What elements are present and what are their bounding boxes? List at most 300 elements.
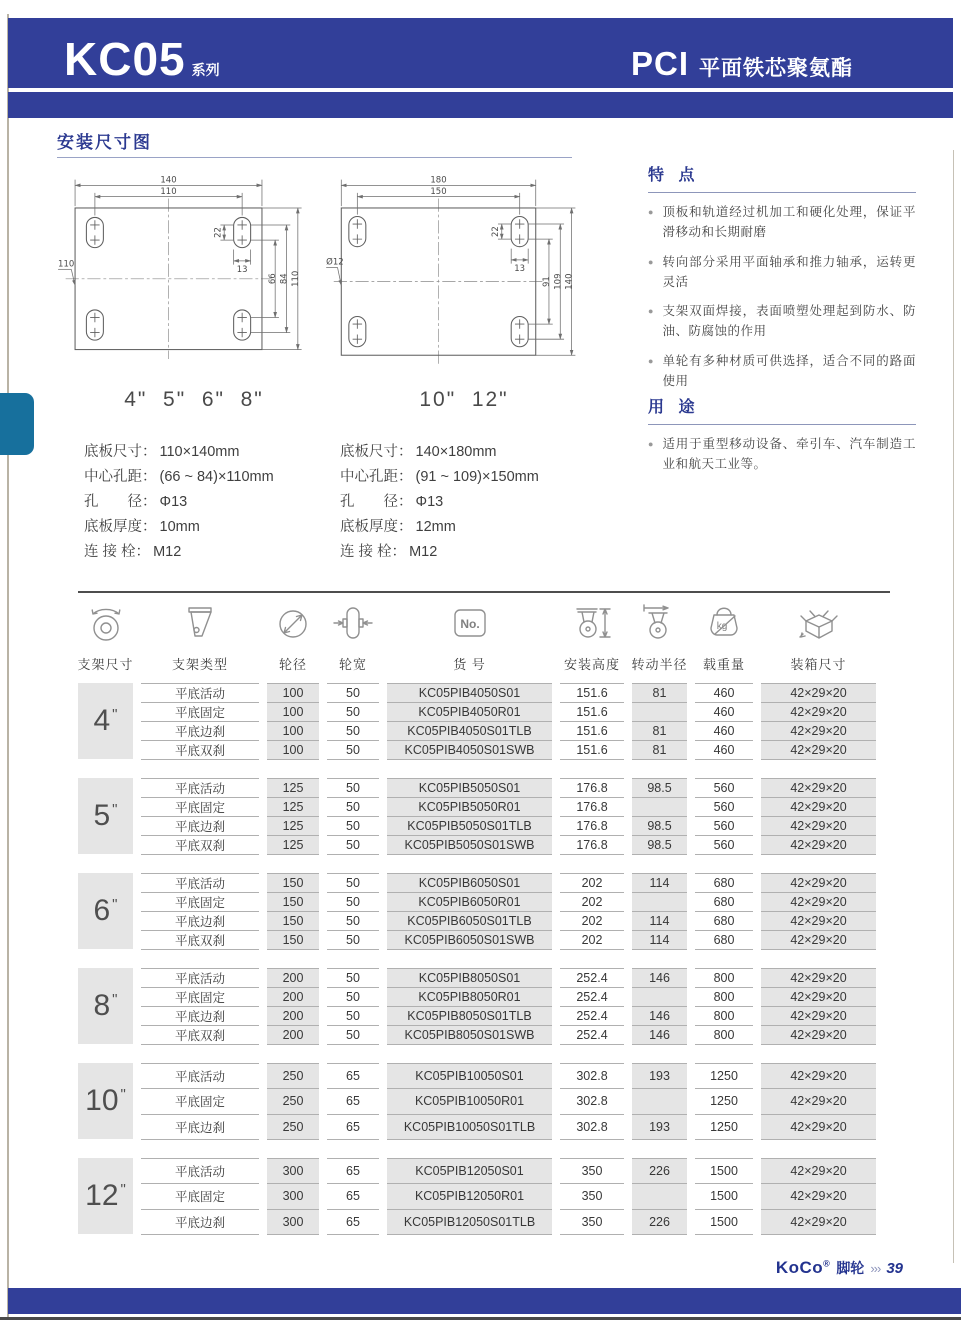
cell-width: 50 <box>327 930 379 949</box>
cell-load: 680 <box>695 930 753 949</box>
cell-carton: 42×29×20 <box>761 1209 876 1234</box>
cell-width: 50 <box>327 873 379 892</box>
cell-type: 平底边刹 <box>141 816 259 835</box>
spec-row: 底板厚度： 10mm <box>84 519 200 535</box>
column-packing-size <box>761 1063 876 1140</box>
cell-height: 350 <box>560 1183 624 1208</box>
spec-row: 连 接 栓： M12 <box>84 544 182 560</box>
column-turning-radius <box>632 1158 687 1235</box>
inch-mark: " <box>120 1085 126 1103</box>
cell-height: 350 <box>560 1209 624 1234</box>
cell-part: KC05PIB12050S01TLB <box>387 1209 552 1234</box>
features-block <box>648 162 916 391</box>
cell-dia: 125 <box>267 797 319 816</box>
section-title: 安装尺寸图 <box>57 133 152 152</box>
column-header-packing-size: 装箱尺寸 <box>761 601 876 673</box>
cell-height: 176.8 <box>560 835 624 854</box>
cell-part: KC05PIB5050R01 <box>387 797 552 816</box>
cell-load: 1500 <box>695 1209 753 1234</box>
cell-part: KC05PIB6050S01SWB <box>387 930 552 949</box>
dim-side-mid: 84 <box>279 273 290 285</box>
cell-load: 1250 <box>695 1088 753 1113</box>
spec-row: 中心孔距： (66 ~ 84)×110mm <box>84 469 274 485</box>
cell-type: 平底固定 <box>141 702 259 721</box>
column-wheel-width <box>327 778 379 855</box>
cell-radius: 146 <box>632 1006 687 1025</box>
cell-carton: 42×29×20 <box>761 1088 876 1113</box>
cell-carton: 42×29×20 <box>761 911 876 930</box>
cell-load: 560 <box>695 835 753 854</box>
cell-radius: 146 <box>632 1025 687 1044</box>
inch-mark: " <box>112 990 118 1008</box>
page-number: 39 <box>886 1260 903 1277</box>
cell-part: KC05PIB6050R01 <box>387 892 552 911</box>
bracket-size-cell <box>78 1158 133 1234</box>
features-underline <box>648 192 916 193</box>
column-mounting-height <box>560 968 624 1045</box>
cell-part: KC05PIB12050S01 <box>387 1158 552 1183</box>
cell-dia: 150 <box>267 892 319 911</box>
column-load-capacity <box>695 683 753 760</box>
column-wheel-width <box>327 683 379 760</box>
column-header-bracket-size: 支架尺寸 <box>78 601 133 673</box>
cell-radius: 114 <box>632 873 687 892</box>
dim-slot-length: 22 <box>490 226 501 237</box>
cell-type: 平底固定 <box>141 1183 259 1208</box>
cell-carton: 42×29×20 <box>761 797 876 816</box>
cell-type: 平底活动 <box>141 873 259 892</box>
cell-dia: 250 <box>267 1114 319 1139</box>
section-underline <box>57 157 572 158</box>
wheel-width-icon <box>330 601 376 647</box>
cell-dia: 250 <box>267 1063 319 1088</box>
cell-radius: 226 <box>632 1158 687 1183</box>
cell-width: 50 <box>327 797 379 816</box>
column-packing-size <box>761 778 876 855</box>
column-mounting-height <box>560 683 624 760</box>
footer-bar <box>8 1288 961 1314</box>
cell-width: 50 <box>327 702 379 721</box>
cell-height: 252.4 <box>560 1025 624 1044</box>
cell-part: KC05PIB4050S01TLB <box>387 721 552 740</box>
cell-part: KC05PIB8050R01 <box>387 987 552 1006</box>
cell-dia: 200 <box>267 968 319 987</box>
cell-width: 65 <box>327 1063 379 1088</box>
spec-row: 孔 径： Φ13 <box>340 494 444 510</box>
dim-slot-width: 13 <box>514 264 526 275</box>
dim-slot-width: 13 <box>236 265 248 276</box>
cell-height: 202 <box>560 911 624 930</box>
table-groups <box>78 683 890 1235</box>
cell-part: KC05PIB4050S01SWB <box>387 740 552 759</box>
spec-row: 孔 径： Φ13 <box>84 494 188 510</box>
page-edge-left <box>7 14 9 1319</box>
feature-item: ● 转向部分采用平面轴承和推力轴承，运转更灵活 <box>648 252 916 293</box>
column-wheel-diameter <box>267 873 319 950</box>
cell-load: 800 <box>695 1006 753 1025</box>
cell-height: 151.6 <box>560 740 624 759</box>
cell-width: 65 <box>327 1209 379 1234</box>
cell-radius <box>632 987 687 1006</box>
cell-load: 460 <box>695 702 753 721</box>
cell-width: 50 <box>327 968 379 987</box>
cell-radius: 114 <box>632 930 687 949</box>
cell-radius <box>632 702 687 721</box>
cell-carton: 42×29×20 <box>761 1158 876 1183</box>
cell-type: 平底边刹 <box>141 721 259 740</box>
cell-part: KC05PIB5050S01TLB <box>387 816 552 835</box>
table-group <box>78 683 890 760</box>
bullet-icon: ● <box>648 256 654 267</box>
dim-top-outer: 140 <box>160 175 177 186</box>
cell-carton: 42×29×20 <box>761 721 876 740</box>
page-bottom-edge <box>0 1317 961 1320</box>
cell-radius <box>632 1088 687 1113</box>
drawing-caption-small: 4" 5" 6" 8" <box>124 388 264 411</box>
cell-load: 800 <box>695 1025 753 1044</box>
cell-part: KC05PIB5050S01SWB <box>387 835 552 854</box>
registered-mark: ® <box>823 1258 831 1269</box>
cell-dia: 200 <box>267 1025 319 1044</box>
column-part-number <box>387 683 552 760</box>
table-header <box>78 593 890 673</box>
cell-dia: 100 <box>267 740 319 759</box>
cell-load: 680 <box>695 911 753 930</box>
packing-size-icon <box>796 601 842 647</box>
cell-radius: 81 <box>632 683 687 702</box>
column-header-wheel-width: 轮宽 <box>327 601 379 673</box>
cell-width: 65 <box>327 1114 379 1139</box>
cell-height: 151.6 <box>560 683 624 702</box>
inch-mark: " <box>112 800 118 818</box>
dim-side-inner: 66 <box>268 273 279 285</box>
column-load-capacity <box>695 873 753 950</box>
bracket-size-cell <box>78 1063 133 1139</box>
uses-title: 用 途 <box>648 399 700 416</box>
cell-type: 平底双刹 <box>141 835 259 854</box>
column-header-mounting-height: 安装高度 <box>560 601 624 673</box>
cell-height: 350 <box>560 1158 624 1183</box>
cell-carton: 42×29×20 <box>761 816 876 835</box>
dim-leader: Ø12 <box>326 257 344 268</box>
cell-radius <box>632 892 687 911</box>
cell-carton: 42×29×20 <box>761 930 876 949</box>
footer-arrows-icon: ››› <box>870 1261 881 1276</box>
cell-dia: 100 <box>267 683 319 702</box>
series-suffix: 系列 <box>191 62 220 78</box>
column-header-load-capacity: kg 载重量 <box>695 601 753 673</box>
page-edge-right <box>953 150 954 1263</box>
table-group <box>78 1063 890 1140</box>
column-header-wheel-diameter: 轮径 <box>267 601 319 673</box>
cell-width: 50 <box>327 911 379 930</box>
cell-load: 560 <box>695 797 753 816</box>
installation-drawing-large-sizes <box>326 174 602 376</box>
cell-radius: 114 <box>632 911 687 930</box>
feature-item: ● 支架双面焊接，表面喷塑处理起到防水、防油、防腐蚀的作用 <box>648 301 916 342</box>
dim-slot-length: 22 <box>213 227 224 238</box>
cell-carton: 42×29×20 <box>761 987 876 1006</box>
bullet-icon: ● <box>648 306 654 316</box>
cell-radius: 226 <box>632 1209 687 1234</box>
cell-part: KC05PIB5050S01 <box>387 778 552 797</box>
cell-load: 560 <box>695 778 753 797</box>
cell-width: 50 <box>327 740 379 759</box>
cell-width: 65 <box>327 1158 379 1183</box>
cell-dia: 300 <box>267 1158 319 1183</box>
cell-carton: 42×29×20 <box>761 683 876 702</box>
cell-part: KC05PIB4050R01 <box>387 702 552 721</box>
bracket-size-cell <box>78 873 133 949</box>
table-group <box>78 778 890 855</box>
cell-dia: 150 <box>267 930 319 949</box>
bracket-size-value: 6 <box>93 894 111 927</box>
column-load-capacity <box>695 1063 753 1140</box>
turning-radius-icon <box>637 601 683 647</box>
cell-height: 176.8 <box>560 778 624 797</box>
cell-width: 50 <box>327 1025 379 1044</box>
cell-load: 560 <box>695 816 753 835</box>
cell-type: 平底固定 <box>141 1088 259 1113</box>
cell-height: 202 <box>560 892 624 911</box>
cell-height: 176.8 <box>560 797 624 816</box>
cell-dia: 150 <box>267 911 319 930</box>
cell-width: 50 <box>327 721 379 740</box>
cell-radius: 98.5 <box>632 835 687 854</box>
cell-load: 1500 <box>695 1158 753 1183</box>
dim-side-outer: 110 <box>290 270 301 287</box>
cell-carton: 42×29×20 <box>761 1183 876 1208</box>
cell-width: 50 <box>327 987 379 1006</box>
spec-row: 底板尺寸： 140×180mm <box>340 444 497 460</box>
column-turning-radius <box>632 778 687 855</box>
cell-type: 平底双刹 <box>141 740 259 759</box>
cell-width: 50 <box>327 892 379 911</box>
series-title <box>64 33 220 85</box>
cell-dia: 200 <box>267 1006 319 1025</box>
column-mounting-height <box>560 1158 624 1235</box>
column-bracket-type <box>141 873 259 950</box>
cell-load: 1250 <box>695 1063 753 1088</box>
drawing-caption-large: 10" 12" <box>419 388 509 411</box>
table-group <box>78 1158 890 1235</box>
cell-load: 460 <box>695 740 753 759</box>
cell-type: 平底活动 <box>141 1063 259 1088</box>
column-turning-radius <box>632 683 687 760</box>
column-wheel-diameter <box>267 1063 319 1140</box>
header-band <box>8 92 953 118</box>
product-code: PCI <box>630 45 689 82</box>
cell-radius: 193 <box>632 1114 687 1139</box>
load-capacity-icon <box>701 601 747 647</box>
cell-carton: 42×29×20 <box>761 1063 876 1088</box>
dim-side-mid: 109 <box>553 273 564 290</box>
cell-carton: 42×29×20 <box>761 702 876 721</box>
svg-text:No.: No. <box>459 617 480 631</box>
dim-side-inner: 91 <box>541 276 552 288</box>
cell-load: 680 <box>695 892 753 911</box>
svg-text:kg: kg <box>716 621 728 632</box>
column-part-number <box>387 778 552 855</box>
cell-part: KC05PIB6050S01TLB <box>387 911 552 930</box>
product-name: 平面铁芯聚氨酯 <box>699 57 853 80</box>
series-name: KC05 <box>64 33 186 85</box>
column-turning-radius <box>632 968 687 1045</box>
column-wheel-diameter <box>267 683 319 760</box>
features-title: 特 点 <box>648 167 700 184</box>
column-bracket-type <box>141 1158 259 1235</box>
cell-part: KC05PIB8050S01SWB <box>387 1025 552 1044</box>
column-wheel-diameter <box>267 1158 319 1235</box>
cell-part: KC05PIB10050S01TLB <box>387 1114 552 1139</box>
cell-type: 平底边刹 <box>141 1209 259 1234</box>
cell-part: KC05PIB4050S01 <box>387 683 552 702</box>
cell-type: 平底活动 <box>141 968 259 987</box>
column-header-turning-radius: 转动半径 <box>632 601 687 673</box>
column-wheel-width <box>327 1158 379 1235</box>
cell-height: 302.8 <box>560 1088 624 1113</box>
brand-logo: KoCo® <box>775 1258 831 1277</box>
column-packing-size <box>761 683 876 760</box>
brand-suffix: 脚轮 <box>836 1260 865 1276</box>
cell-width: 65 <box>327 1183 379 1208</box>
column-turning-radius <box>632 873 687 950</box>
column-part-number <box>387 1063 552 1140</box>
use-item: ● 适用于重型移动设备、牵引车、汽车制造工业和航天工业等。 <box>648 434 916 475</box>
cell-width: 50 <box>327 835 379 854</box>
cell-height: 302.8 <box>560 1063 624 1088</box>
column-wheel-width <box>327 1063 379 1140</box>
cell-height: 252.4 <box>560 987 624 1006</box>
cell-width: 50 <box>327 816 379 835</box>
cell-dia: 300 <box>267 1209 319 1234</box>
product-table <box>78 591 890 1235</box>
cell-dia: 125 <box>267 816 319 835</box>
cell-height: 176.8 <box>560 816 624 835</box>
cell-part: KC05PIB8050S01TLB <box>387 1006 552 1025</box>
column-header-bracket-type: 支架类型 <box>141 601 259 673</box>
cell-width: 65 <box>327 1088 379 1113</box>
bracket-size-value: 12 <box>85 1179 119 1212</box>
cell-part: KC05PIB6050S01 <box>387 873 552 892</box>
cell-type: 平底双刹 <box>141 1025 259 1044</box>
cell-load: 680 <box>695 873 753 892</box>
spec-row: 底板厚度： 12mm <box>340 519 456 535</box>
inch-mark: " <box>112 895 118 913</box>
bullet-icon: ● <box>648 439 654 449</box>
cell-load: 1250 <box>695 1114 753 1139</box>
column-mounting-height <box>560 1063 624 1140</box>
wheel-diameter-icon <box>270 601 316 647</box>
cell-type: 平底固定 <box>141 987 259 1006</box>
column-wheel-width <box>327 873 379 950</box>
table-group <box>78 873 890 950</box>
bracket-size-value: 8 <box>93 989 111 1022</box>
column-load-capacity <box>695 778 753 855</box>
cell-height: 202 <box>560 873 624 892</box>
column-bracket-type <box>141 1063 259 1140</box>
column-packing-size <box>761 873 876 950</box>
bracket-size-value: 4 <box>93 704 111 737</box>
cell-radius <box>632 797 687 816</box>
cell-dia: 100 <box>267 721 319 740</box>
cell-dia: 300 <box>267 1183 319 1208</box>
cell-load: 800 <box>695 968 753 987</box>
cell-radius: 81 <box>632 740 687 759</box>
feature-item: ● 单轮有多种材质可供选择，适合不同的路面使用 <box>648 351 916 392</box>
cell-type: 平底边刹 <box>141 1006 259 1025</box>
dim-side-outer: 140 <box>564 273 575 290</box>
dim-top-outer: 180 <box>430 175 447 186</box>
page-header <box>8 18 953 88</box>
column-packing-size <box>761 968 876 1045</box>
spec-row: 中心孔距： (91 ~ 109)×150mm <box>340 469 539 485</box>
column-turning-radius <box>632 1063 687 1140</box>
cell-type: 平底活动 <box>141 683 259 702</box>
cell-type: 平底固定 <box>141 892 259 911</box>
cell-part: KC05PIB8050S01 <box>387 968 552 987</box>
dim-top-inner: 150 <box>430 186 447 197</box>
cell-height: 252.4 <box>560 968 624 987</box>
cell-radius: 146 <box>632 968 687 987</box>
column-wheel-diameter <box>267 778 319 855</box>
bracket-size-value: 5 <box>93 799 111 832</box>
cell-carton: 42×29×20 <box>761 1025 876 1044</box>
cell-carton: 42×29×20 <box>761 892 876 911</box>
cell-type: 平底双刹 <box>141 930 259 949</box>
cell-radius: 193 <box>632 1063 687 1088</box>
spec-block-small <box>84 440 274 565</box>
column-wheel-diameter <box>267 968 319 1045</box>
installation-drawing-small-sizes <box>56 174 332 376</box>
cell-type: 平底活动 <box>141 1158 259 1183</box>
cell-radius: 81 <box>632 721 687 740</box>
cell-type: 平底边刹 <box>141 1114 259 1139</box>
cell-width: 50 <box>327 1006 379 1025</box>
column-packing-size <box>761 1158 876 1235</box>
inch-mark: " <box>120 1180 126 1198</box>
cell-height: 151.6 <box>560 721 624 740</box>
page-side-tab <box>0 393 34 455</box>
mounting-height-icon <box>569 601 615 647</box>
dim-leader: 110 <box>58 259 75 270</box>
spec-row: 底板尺寸： 110×140mm <box>84 444 240 460</box>
cell-part: KC05PIB10050S01 <box>387 1063 552 1088</box>
cell-height: 302.8 <box>560 1114 624 1139</box>
product-title <box>631 47 853 82</box>
cell-carton: 42×29×20 <box>761 1114 876 1139</box>
cell-height: 202 <box>560 930 624 949</box>
table-group <box>78 968 890 1045</box>
column-bracket-type <box>141 778 259 855</box>
cell-radius: 98.5 <box>632 816 687 835</box>
cell-load: 460 <box>695 683 753 702</box>
cell-type: 平底活动 <box>141 778 259 797</box>
bullet-icon: ● <box>648 207 654 217</box>
column-load-capacity <box>695 968 753 1045</box>
bracket-type-icon <box>177 601 223 647</box>
column-mounting-height <box>560 778 624 855</box>
cell-load: 1500 <box>695 1183 753 1208</box>
bullet-icon: ● <box>648 355 654 366</box>
cell-dia: 100 <box>267 702 319 721</box>
cell-carton: 42×29×20 <box>761 873 876 892</box>
cell-dia: 200 <box>267 987 319 1006</box>
part-number-icon <box>447 601 493 647</box>
cell-load: 800 <box>695 987 753 1006</box>
cell-radius <box>632 1183 687 1208</box>
cell-part: KC05PIB12050R01 <box>387 1183 552 1208</box>
